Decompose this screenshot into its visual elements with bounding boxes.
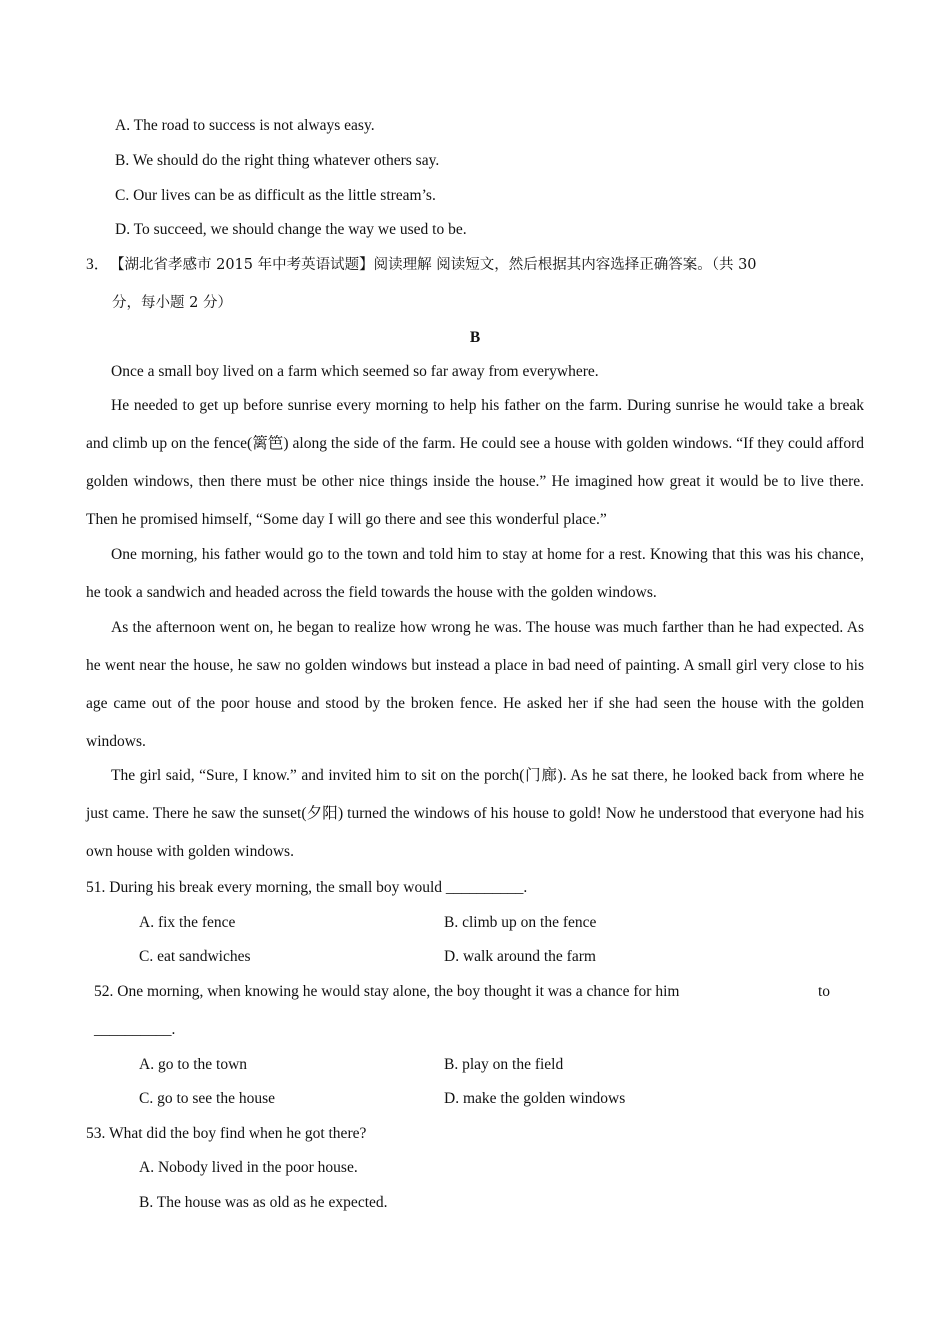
prev-option-c: C. Our lives can be as difficult as the little stream’s. — [115, 187, 436, 204]
question-52-option-c: C. go to see the house — [139, 1090, 276, 1107]
question-52-stem-end: to — [818, 983, 831, 1000]
passage-paragraph-4: As the afternoon went on, he began to realize how wrong he was. The house was much farther than he had expected. As he went near the house, he saw no golden windows but instead a place in bad need of painting. A small girl very close to his age came out of the poor house and stood by the broken fence. He asked her if she had seen the house with the golden windows. — [86, 619, 864, 750]
passage-paragraph-3: One morning, his father would go to the town and told him to stay at home for a rest. Knowing that this was his chance, he took a sandwich and headed across the field towards the house with the golden windows. — [86, 546, 864, 601]
passage-paragraph-1: Once a small boy lived on a farm which seemed so far away from everywhere. — [111, 363, 599, 380]
question-52-option-a: A. go to the town — [139, 1056, 248, 1073]
passage-paragraph-2: He needed to get up before sunrise every morning to help his father on the farm. During sunrise he would take a break and climb up on the fence(篱笆) along the side of the farm. He could see a house with golden windows. “If they could afford golden windows, then there must be other nice things inside the house.” He imagined how great it would be to live there. Then he promised himself, “Some day I will go there and see this wonderful place.” — [86, 397, 864, 528]
question-52-option-b: B. play on the field — [444, 1056, 564, 1073]
prev-option-d: D. To succeed, we should change the way we used to be. — [115, 221, 467, 238]
question-51-option-c: C. eat sandwiches — [139, 948, 251, 965]
section-header-cont: 分，每小题 2 分） — [112, 295, 232, 311]
section-header: 【湖北省孝感市 2015 年中考英语试题】阅读理解 阅读短文，然后根据其内容选择正确答案。（共 30 — [110, 257, 757, 273]
question-51-option-d: D. walk around the farm — [444, 948, 596, 965]
question-51-stem: 51. During his break every morning, the small boy would __________. — [86, 879, 528, 896]
passage-paragraph-5: The girl said, “Sure, I know.” and invited him to sit on the porch(门廊). As he sat there, he looked back from where he just came. There he saw the sunset(夕阳) turned the windows of his house to gold! Now he understood that everyone had his own house with golden windows. — [86, 767, 864, 860]
passage-letter: B — [469, 329, 481, 346]
question-52-stem: 52. One morning, when knowing he would stay alone, the boy thought it was a chance for him — [94, 983, 680, 1000]
question-53-stem: 53. What did the boy find when he got there? — [86, 1125, 367, 1142]
prev-option-a: A. The road to success is not always easy. — [115, 117, 375, 134]
question-52-blank: __________. — [94, 1021, 176, 1038]
question-51-option-b: B. climb up on the fence — [444, 914, 597, 931]
question-53-option-b: B. The house was as old as he expected. — [139, 1194, 388, 1211]
section-number: 3． — [86, 256, 110, 273]
question-51-option-a: A. fix the fence — [139, 914, 236, 931]
prev-option-b: B. We should do the right thing whatever others say. — [115, 152, 440, 169]
question-53-option-a: A. Nobody lived in the poor house. — [139, 1159, 358, 1176]
question-52-option-d: D. make the golden windows — [444, 1090, 626, 1107]
